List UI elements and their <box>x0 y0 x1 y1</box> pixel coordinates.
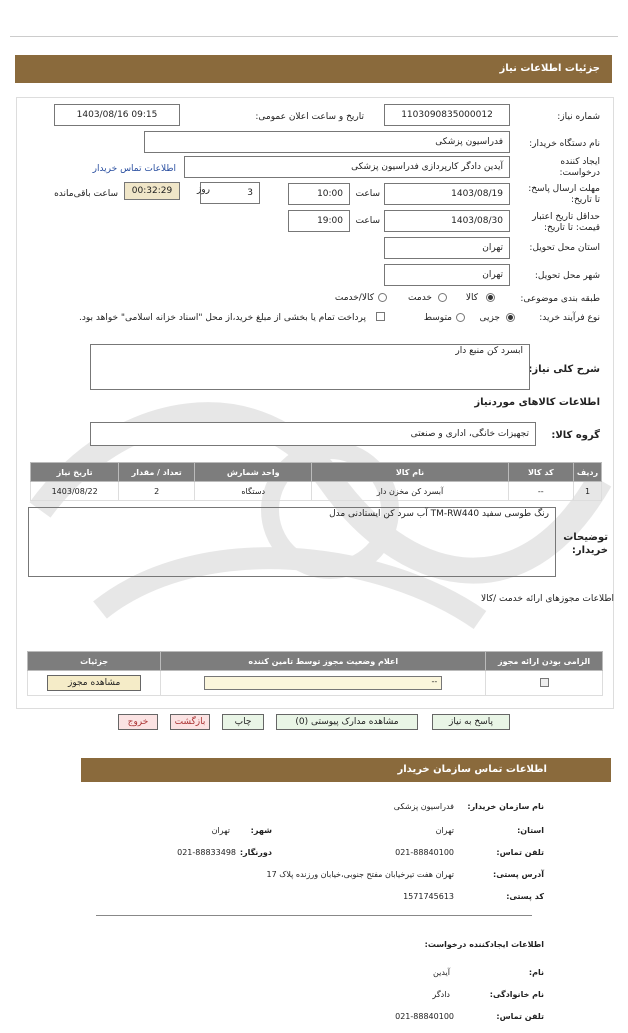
validity-date-field: 1403/08/30 <box>384 210 510 232</box>
remaining-time-label: ساعت باقی‌مانده <box>54 189 118 199</box>
announce-datetime-label: تاریخ و ساعت اعلان عمومی: <box>255 112 364 122</box>
col-required: الزامی بودن ارائه مجوز <box>486 652 603 671</box>
deadline-label-2: تا تاریخ: <box>570 195 600 205</box>
col-code: کد کالا <box>508 463 573 482</box>
contact-province-value: تهران <box>435 826 454 835</box>
purchase-type-label: نوع فرآیند خرید: <box>539 313 600 323</box>
contact-phone-label: تلفن تماس: <box>496 848 544 857</box>
creator-field: آیدین دادگر کارپردازی فدراسیون پزشکی <box>184 156 510 178</box>
permits-table <box>27 651 603 696</box>
col-status: اعلام وضعیت مجوز توسط تامین کننده <box>161 652 486 671</box>
col-name: نام کالا <box>312 463 508 482</box>
need-number-label: شماره نیاز: <box>557 112 600 122</box>
treasury-payment-checkbox[interactable] <box>376 312 385 324</box>
permits-title: اطلاعات مجوزهای ارائه خدمت /کالا <box>480 594 614 604</box>
creator-phone-value: 021-88840100 <box>395 1012 454 1021</box>
creator-label-1: ایجاد کننده <box>560 157 600 167</box>
province-label: استان محل تحویل: <box>529 243 600 253</box>
contact-city-label: شهر: <box>250 826 272 835</box>
page-header <box>15 55 612 83</box>
contact-divider <box>96 915 532 916</box>
city-label: شهر محل تحویل: <box>534 271 600 281</box>
category-goods-text: کالا <box>465 293 478 303</box>
category-service-text: خدمت <box>408 293 432 303</box>
validity-time-label: ساعت <box>355 216 380 226</box>
city-field: تهران <box>384 264 510 286</box>
remaining-time-field: 00:32:29 <box>124 182 180 200</box>
contact-postal-value: 1571745613 <box>403 892 454 901</box>
creator-family-value: دادگر <box>432 990 450 999</box>
contact-phone-value: 021-88840100 <box>395 848 454 857</box>
category-goods-radio[interactable] <box>486 293 495 303</box>
purchase-small-text: جزیی <box>479 313 500 323</box>
creator-name-label: نام: <box>528 968 544 977</box>
buyer-notes-label-1: توضیحات <box>563 532 608 543</box>
goods-table <box>30 462 602 501</box>
required-checkbox <box>540 678 549 687</box>
need-number-field: 1103090835000012 <box>384 104 510 126</box>
contact-fax-value: 021-88833498 <box>177 848 236 857</box>
contact-org-label: نام سازمان خریدار: <box>467 802 544 811</box>
announce-datetime-field: 1403/08/16 09:15 <box>54 104 180 126</box>
contact-city-value: تهران <box>211 826 230 835</box>
contact-postal-label: کد پستی: <box>506 892 544 901</box>
province-field: تهران <box>384 237 510 259</box>
cell-row: 1 <box>573 482 601 501</box>
treasury-payment-note: پرداخت تمام یا بخشی از مبلغ خرید،از محل "اسناد خزانه اسلامی" خواهد بود. <box>78 313 366 323</box>
validity-label-1: حداقل تاریخ اعتبار <box>532 212 600 222</box>
buyer-notes-label-2: خریدار: <box>571 545 608 556</box>
validity-label-2: قیمت: تا تاریخ: <box>544 223 600 233</box>
goods-group-label: گروه کالا: <box>551 430 600 441</box>
contact-org-value: فدراسیون پزشکی <box>393 802 454 811</box>
cell-details <box>28 671 161 696</box>
cell-unit: دستگاه <box>195 482 312 501</box>
description-label: شرح کلی نیاز: <box>528 364 600 375</box>
table-row <box>28 671 603 696</box>
cell-code: -- <box>508 482 573 501</box>
contact-title: اطلاعات تماس سازمان خریدار <box>397 764 547 775</box>
goods-section-title: اطلاعات کالاهای موردنیاز <box>474 397 600 408</box>
contact-address-value: تهران هفت تیرخیابان مفتح جنوبی،خیابان ورزنده پلاک 17 <box>266 870 454 879</box>
description-textarea: ابسرد کن منبع دار <box>90 344 530 390</box>
back-button[interactable]: بازگشت <box>170 714 210 730</box>
view-permit-button[interactable]: مشاهده مجوز <box>47 675 141 691</box>
deadline-time-field: 10:00 <box>288 183 350 205</box>
contact-header <box>81 758 611 782</box>
col-qty: تعداد / مقدار <box>119 463 195 482</box>
contact-province-label: استان: <box>517 826 544 835</box>
permit-status-field[interactable]: -- <box>204 676 442 690</box>
category-service-radio[interactable] <box>438 293 447 303</box>
creator-label-2: درخواست: <box>559 168 600 178</box>
col-date: تاریخ نیاز <box>31 463 119 482</box>
goods-group-field: تجهیزات خانگی، اداری و صنعتی <box>90 422 536 446</box>
creator-name-value: آیدین <box>433 968 450 977</box>
purchase-small-radio[interactable] <box>506 313 515 323</box>
category-both-radio[interactable] <box>378 293 387 303</box>
cell-name: آبسرد کن مخزن دار <box>312 482 508 501</box>
creator-phone-label: تلفن تماس: <box>496 1012 544 1021</box>
col-unit: واحد شمارش <box>195 463 312 482</box>
top-divider <box>10 36 618 37</box>
buyer-notes-textarea: رنگ طوسی سفید TM-RW440 آب سرد کن ایستادنی مدل <box>28 507 556 577</box>
cell-date: 1403/08/22 <box>31 482 119 501</box>
validity-time-field: 19:00 <box>288 210 350 232</box>
creator-info-title: اطلاعات ایجادکننده درخواست: <box>424 940 544 949</box>
print-button[interactable]: چاپ <box>222 714 264 730</box>
permits-table-header <box>28 652 603 671</box>
category-label: طبقه بندی موضوعی: <box>520 294 600 304</box>
deadline-time-label: ساعت <box>355 189 380 199</box>
respond-button[interactable]: پاسخ به نیاز <box>432 714 510 730</box>
goods-table-header <box>31 463 602 482</box>
table-row[interactable] <box>31 482 602 501</box>
buyer-contact-link[interactable]: اطلاعات تماس خریدار <box>92 164 176 174</box>
purchase-medium-text: متوسط <box>423 313 452 323</box>
purchase-medium-radio[interactable] <box>456 313 465 323</box>
col-row: ردیف <box>573 463 601 482</box>
cell-status <box>161 671 486 696</box>
cell-required <box>486 671 603 696</box>
creator-family-label: نام خانوادگی: <box>489 990 544 999</box>
buyer-org-field: فدراسیون پزشکی <box>144 131 510 153</box>
buyer-org-label: نام دستگاه خریدار: <box>529 139 600 149</box>
days-remaining-field: 3 <box>200 182 260 204</box>
exit-button[interactable]: خروج <box>118 714 158 730</box>
category-both-text: کالا/خدمت <box>334 293 374 303</box>
deadline-label-1: مهلت ارسال پاسخ: <box>528 184 600 194</box>
days-label: روز <box>196 185 210 195</box>
view-attachments-button[interactable]: مشاهده مدارک پیوستی (0) <box>276 714 418 730</box>
deadline-date-field: 1403/08/19 <box>384 183 510 205</box>
cell-qty: 2 <box>119 482 195 501</box>
contact-fax-label: دورنگار: <box>239 848 272 857</box>
contact-address-label: آدرس پستی: <box>493 870 544 879</box>
col-details: جزئیات <box>28 652 161 671</box>
page-title: جزئیات اطلاعات نیاز <box>499 63 600 74</box>
